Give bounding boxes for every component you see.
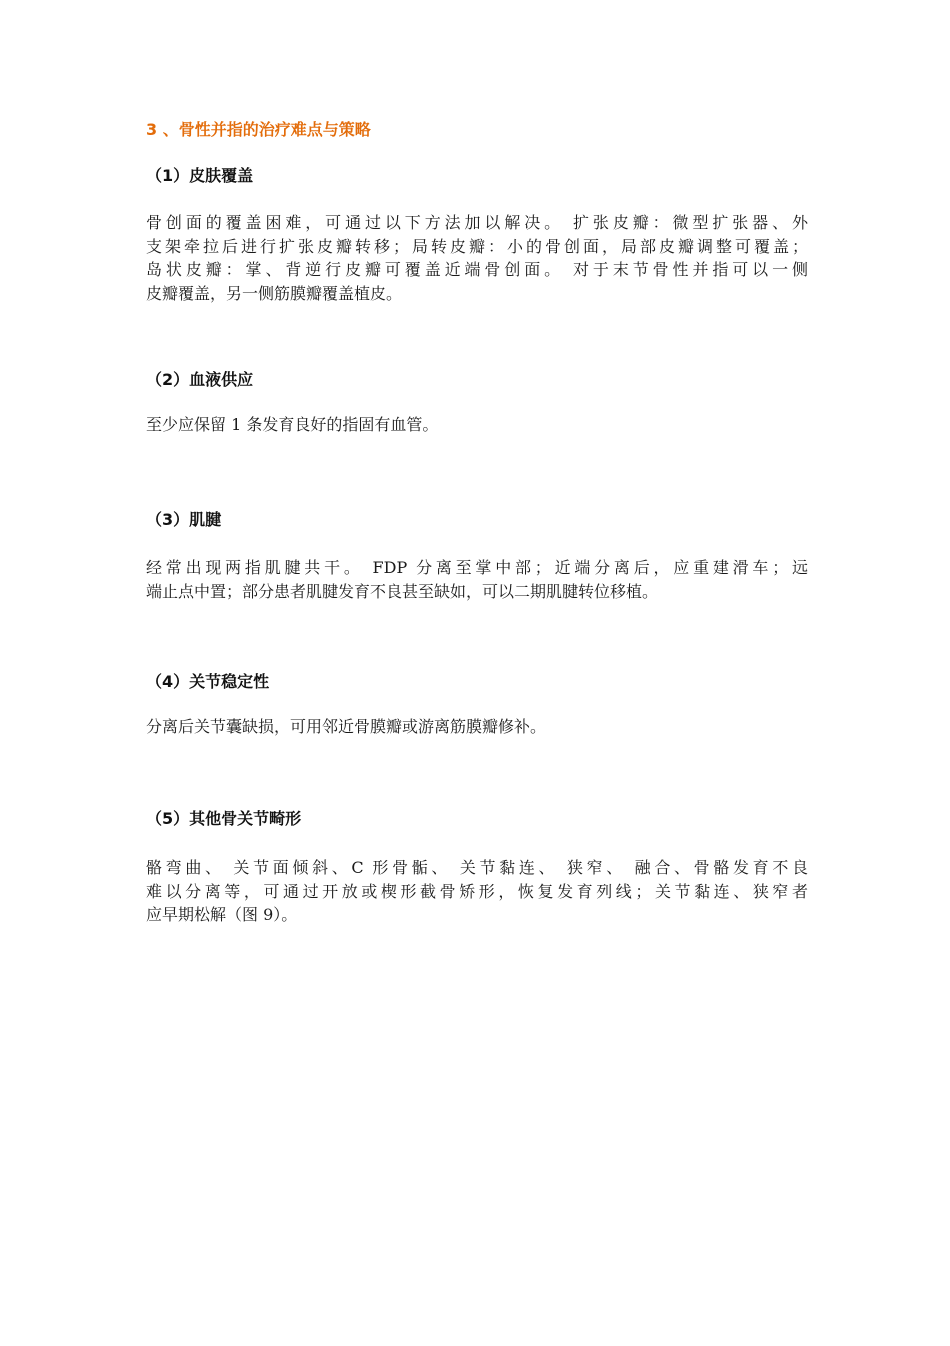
paragraph-other-deformities [146, 856, 808, 927]
paragraph-line: 至少应保留 1 条发育良好的指固有血管。 [146, 415, 439, 434]
section-title: 3 、骨性并指的治疗难点与策略 [146, 120, 371, 139]
paragraph-line: 皮瓣覆盖，另一侧筋膜瓣覆盖植皮。 [146, 283, 403, 303]
paragraph-line: 端止点中置；部分患者肌腱发育不良甚至缺如，可以二期肌腱转位移植。 [146, 581, 659, 601]
subsection-heading-skin-coverage: （1）皮肤覆盖 [146, 166, 254, 185]
paragraph-line: 分离后关节囊缺损，可用邻近骨膜瓣或游离筋膜瓣修补。 [146, 717, 547, 736]
subsection-heading-blood-supply: （2）血液供应 [146, 370, 254, 389]
paragraph-line: 经常出现两指肌腱共干。 FDP 分离至掌中部；近端分离后，应重建滑车；远 [146, 558, 808, 577]
paragraph-line: 骼弯曲、 关节面倾斜、C 形骨骺、 关节黏连、 狭窄、 融合、骨骼发育不良 [146, 858, 808, 877]
paragraph-line: 岛状皮瓣：掌、背逆行皮瓣可覆盖近端骨创面。 对于末节骨性并指可以一侧 [146, 260, 808, 279]
paragraph-blood-supply [146, 413, 808, 437]
paragraph-skin-coverage [146, 211, 808, 305]
paragraph-line: 应早期松解（图 9）。 [146, 905, 298, 924]
paragraph-line: 难以分离等，可通过开放或楔形截骨矫形，恢复发育列线；关节黏连、狭窄者 [146, 881, 808, 901]
subsection-heading-other-deformities: （5）其他骨关节畸形 [146, 809, 302, 828]
subsection-heading-tendon: （3）肌腱 [146, 510, 222, 529]
subsection-heading-joint-stability: （4）关节稳定性 [146, 672, 270, 691]
paragraph-line: 骨创面的覆盖困难，可通过以下方法加以解决。 扩张皮瓣：微型扩张器、外 [146, 213, 808, 232]
paragraph-joint-stability [146, 715, 808, 739]
paragraph-line: 支架牵拉后进行扩张皮瓣转移；局转皮瓣：小的骨创面，局部皮瓣调整可覆盖； [146, 236, 808, 256]
paragraph-tendon [146, 556, 808, 603]
